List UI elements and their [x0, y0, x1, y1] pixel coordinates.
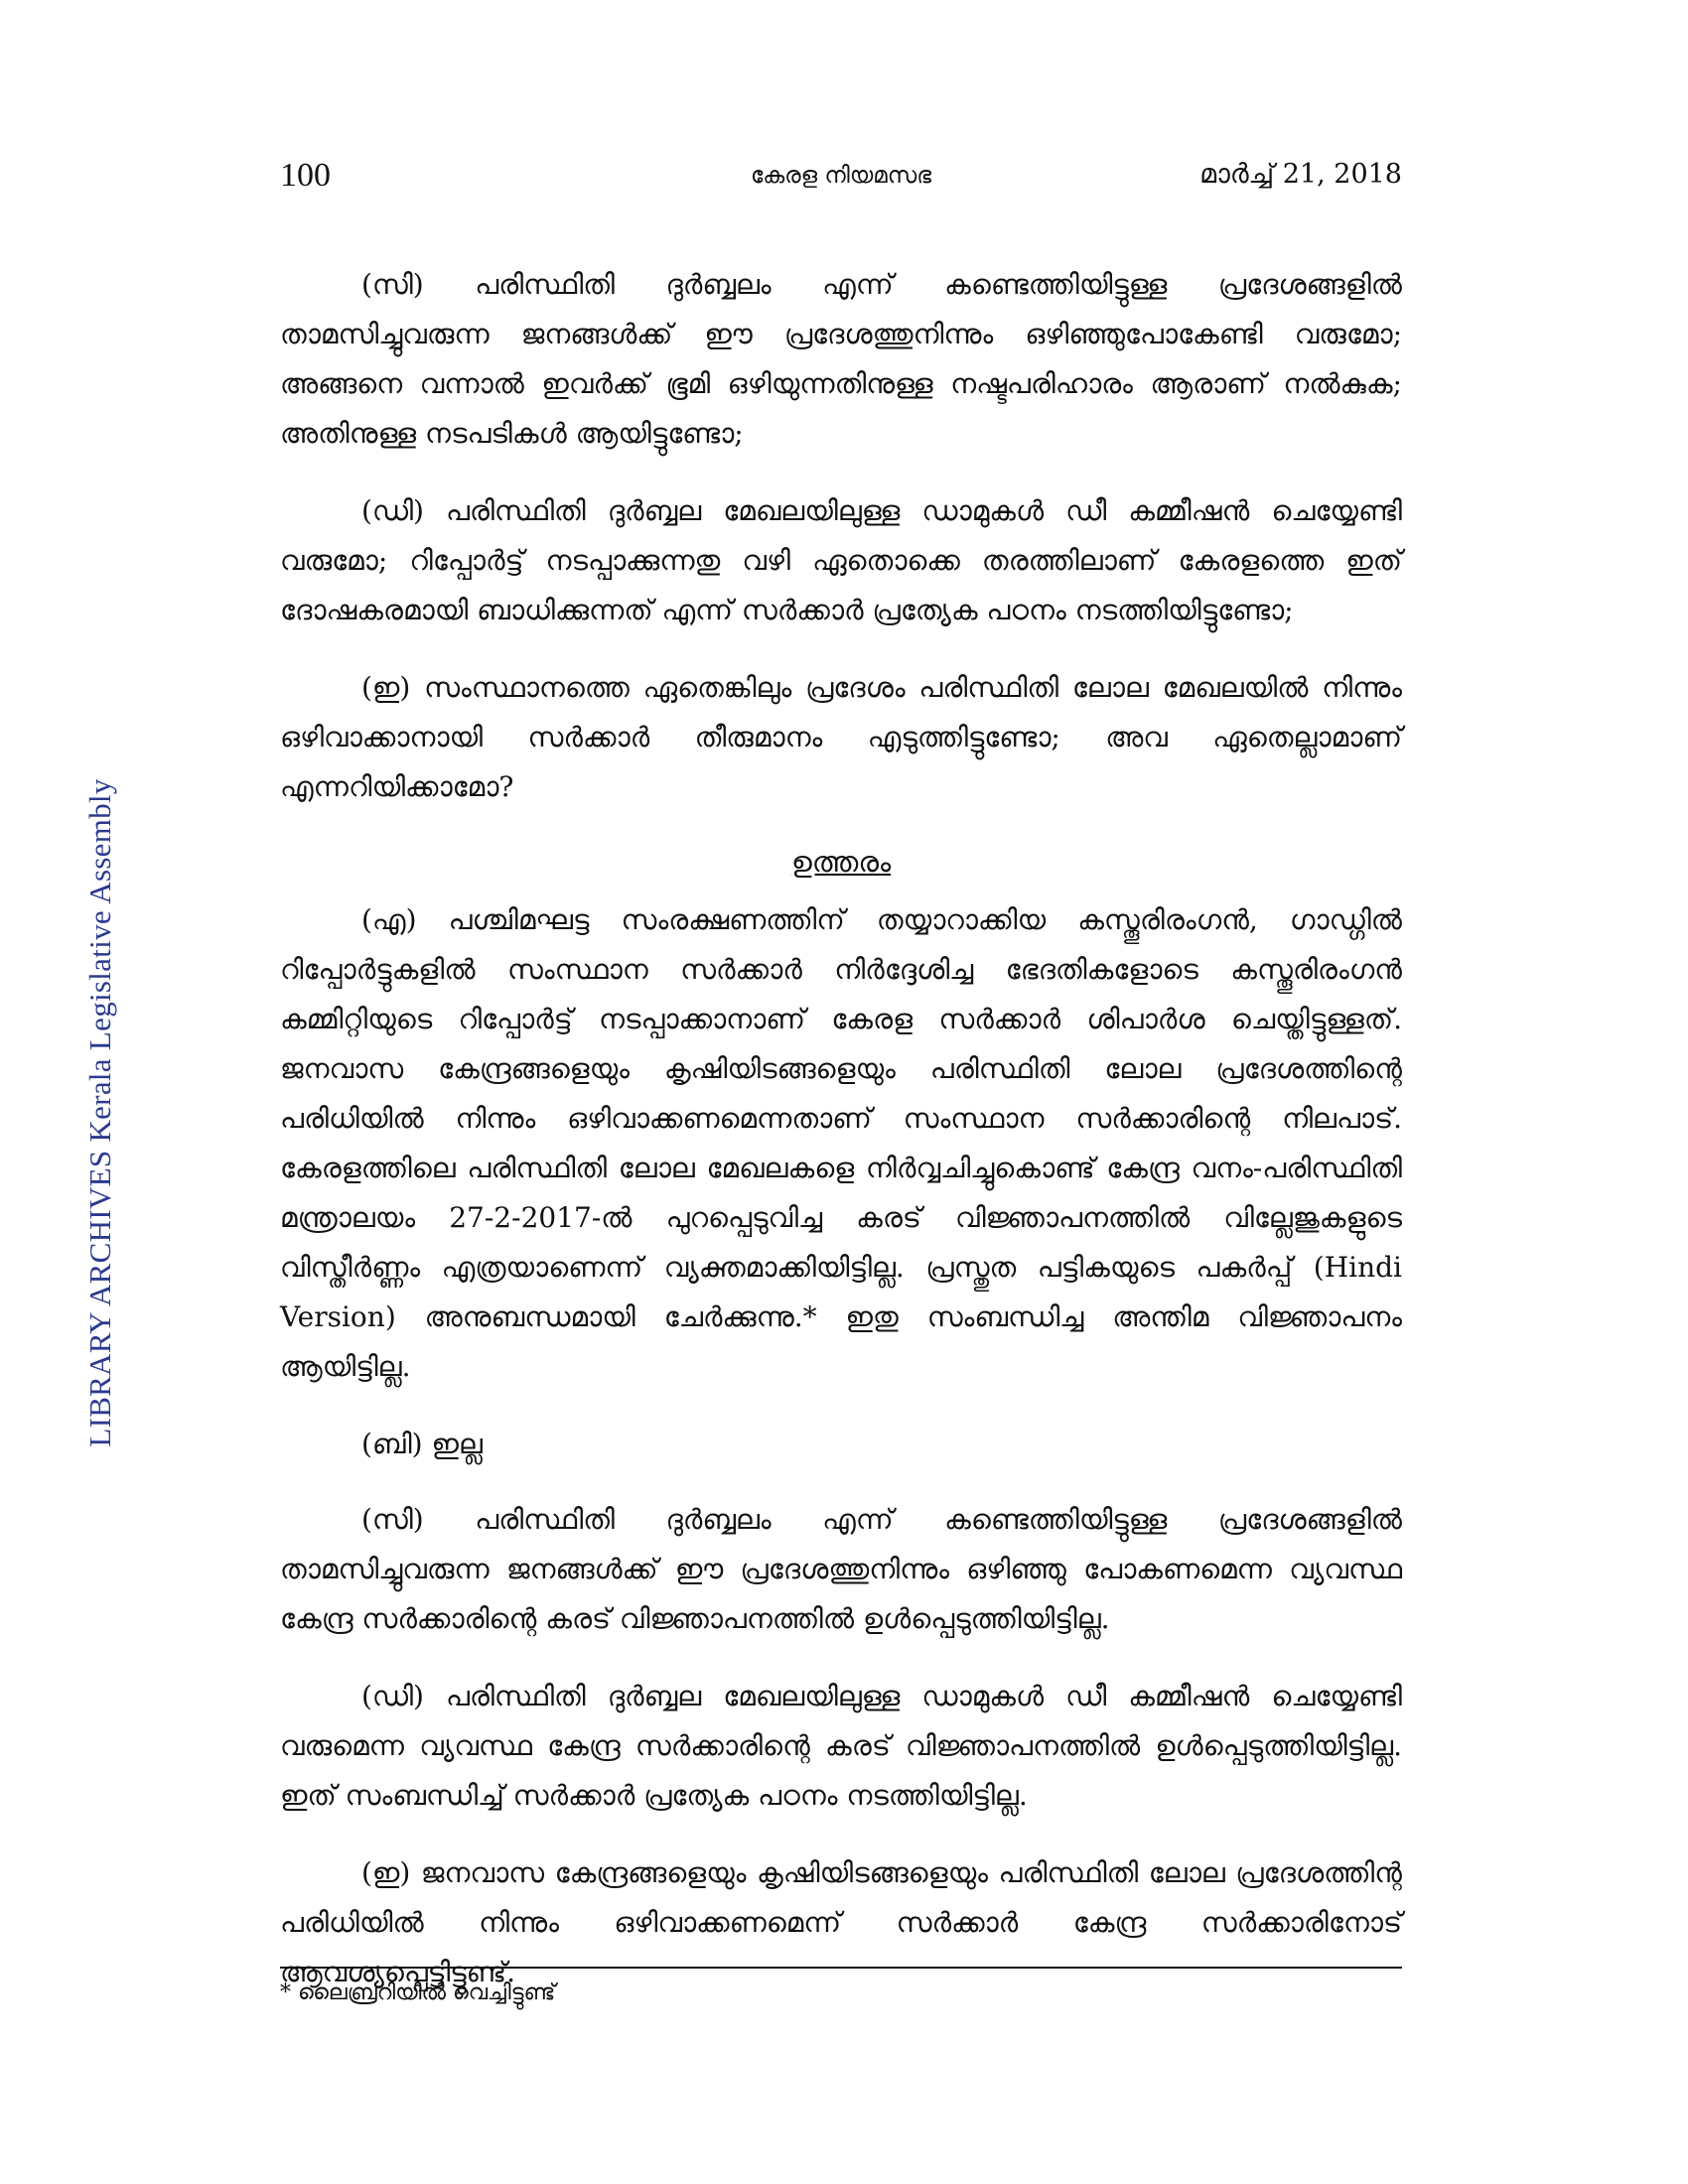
answer-part-a: (എ) പശ്ചിമഘട്ട സംരക്ഷണത്തിന് തയ്യാറാക്കിയ കസ്തൂരിരംഗൻ, ഗാഡ്ഗിൽ റിപ്പോർട്ടുകളിൽ സംസ്ഥാന സർക്കാർ നിർദ്ദേശിച്ച ഭേദതികളോടെ കസ്തൂരിരംഗൻ കമ്മിറ്റിയുടെ റിപ്പോർട്ട് നടപ്പാക്കാനാണ് കേരള സർക്കാർ ശിപാർശ ചെയ്തിട്ടുള്ളത്. ജനവാസ കേന്ദ്രങ്ങളെയും കൃഷിയിടങ്ങളെയും പരിസ്ഥിതി ലോല പ്രദേശത്തിന്റെ പരിധിയിൽ നിന്നും ഒഴിവാക്കണമെന്നതാണ് സംസ്ഥാന സർക്കാരിന്റെ നിലപാട്. കേരളത്തിലെ പരിസ്ഥിതി ലോല മേഖലകളെ നിർവ്വചിച്ചുകൊണ്ട് കേന്ദ്ര വനം-പരിസ്ഥിതി മന്ത്രാലയം 27-2-2017-ൽ പുറപ്പെടുവിച്ച കരട് വിജ്ഞാപനത്തിൽ വില്ലേജുകളുടെ വിസ്തീർണ്ണം എത്രയാണെന്ന് വ്യക്തമാക്കിയിട്ടില്ല. പ്രസ്തുത പട്ടികയുടെ പകർപ്പ് (Hindi Version) അനുബന്ധമായി ചേർക്കുന്നു.* ഇതു സംബന്ധിച്ച അന്തിമ വിജ്ഞാപനം ആയിട്ടില്ല. [280, 903, 1402, 1383]
assembly-name: കേരള നിയമസഭ [750, 163, 932, 189]
answer-part-c: (സി) പരിസ്ഥിതി ദുർബ്ബലം എന്ന് കണ്ടെത്തിയിട്ടുള്ള പ്രദേശങ്ങളിൽ താമസിച്ചുവരുന്ന ജനങ്ങൾക്ക് ഈ പ്രദേശത്തുനിന്നും ഒഴിഞ്ഞു പോകണമെന്ന വ്യവസ്ഥ കേന്ദ്ര സർക്കാരിന്റെ കരട് വിജ്ഞാപനത്തിൽ ഉൾപ്പെടുത്തിയിട്ടില്ല. [280, 1503, 1402, 1635]
answer-part-d: (ഡി) പരിസ്ഥിതി ദുർബ്ബല മേഖലയിലുള്ള ഡാമുകൾ ഡീ കമ്മീഷൻ ചെയ്യേണ്ടി വരുമെന്ന വ്യവസ്ഥ കേന്ദ്ര സർക്കാരിന്റെ കരട് വിജ്ഞാപനത്തിൽ ഉൾപ്പെടുത്തിയിട്ടില്ല. ഇത് സംബന്ധിച്ച് സർക്കാർ പ്രത്യേക പഠനം നടത്തിയിട്ടില്ല. [280, 1680, 1402, 1812]
page-number: 100 [280, 157, 331, 194]
question-part-e: (ഇ) സംസ്ഥാനത്തെ ഏതെങ്കിലും പ്രദേശം പരിസ്ഥിതി ലോല മേഖലയിൽ നിന്നും ഒഴിവാക്കാനായി സർക്കാർ തീരുമാനം എടുത്തിട്ടുണ്ടോ; അവ ഏതെല്ലാമാണ് എന്നറിയിക്കാമോ? [280, 671, 1402, 803]
session-date: മാർച്ച് 21, 2018 [1199, 159, 1402, 190]
answer-part-e: (ഇ) ജനവാസ കേന്ദ്രങ്ങളെയും കൃഷിയിടങ്ങളെയും പരിസ്ഥിതി ലോല പ്രദേശത്തിന്റ പരിധിയിൽ നിന്നും ഒഴിവാക്കണമെന്ന് സർക്കാർ കേന്ദ്ര സർക്കാരിനോട് ആവശ്യപ്പെട്ടിട്ടുണ്ട്. [280, 1856, 1402, 1988]
question-part-d: (ഡി) പരിസ്ഥിതി ദുർബ്ബല മേഖലയിലുള്ള ഡാമുകൾ ഡീ കമ്മീഷൻ ചെയ്യേണ്ടി വരുമോ; റിപ്പോർട്ട് നടപ്പാക്കുന്നതു വഴി ഏതൊക്കെ തരത്തിലാണ് കേരളത്തെ ഇത് ദോഷകരമായി ബാധിക്കുന്നത് എന്ന് സർക്കാർ പ്രത്യേക പഠനം നടത്തിയിട്ടുണ്ടോ; [280, 494, 1402, 626]
footnote-divider [280, 1967, 1402, 1969]
footnote: * ലൈബ്രറിയിൽ വെച്ചിട്ടുണ്ട് [280, 1980, 556, 2005]
answer-part-b: (ബി) ഇല്ല [361, 1428, 483, 1460]
document-body [280, 260, 1402, 2025]
library-archives-watermark: LIBRARY ARCHIVES Kerala Legislative Assembly [82, 778, 117, 1447]
question-part-c: (സി) പരിസ്ഥിതി ദുർബ്ബലം എന്ന് കണ്ടെത്തിയിട്ടുള്ള പ്രദേശങ്ങളിൽ താമസിച്ചുവരുന്ന ജനങ്ങൾക്ക് ഈ പ്രദേശത്തുനിന്നും ഒഴിഞ്ഞുപോകേണ്ടി വരുമോ; അങ്ങനെ വന്നാൽ ഇവർക്ക് ഭൂമി ഒഴിയുന്നതിനുള്ള നഷ്ടപരിഹാരം ആരാണ് നൽകുക; അതിനുള്ള നടപടികൾ ആയിട്ടുണ്ടോ; [280, 268, 1402, 450]
page-header [280, 157, 1402, 206]
answer-heading: ഉത്തരം [790, 845, 892, 879]
